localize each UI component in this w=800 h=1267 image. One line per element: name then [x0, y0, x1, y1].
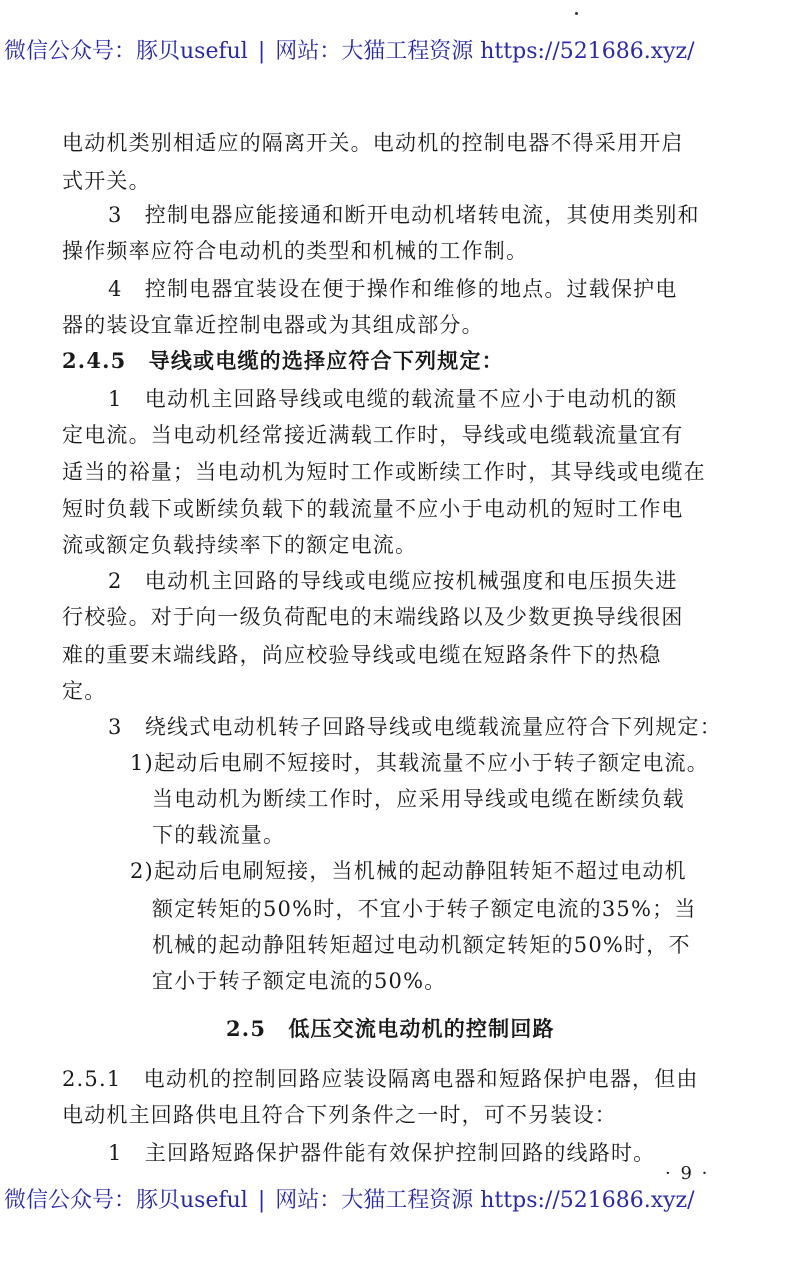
text-line: 3 控制电器应能接通和断开电动机堵转电流，其使用类别和	[108, 203, 700, 227]
text-line: 当电动机为断续工作时，应采用导线或电缆在断续负载	[152, 787, 685, 811]
text-line: 宜小于转子额定电流的50%。	[152, 969, 447, 993]
page-number: · 9 ·	[665, 1163, 710, 1184]
text-line: 1)起动后电刷不短接时，其载流量不应小于转子额定电流。	[130, 751, 709, 775]
text-line: 4 控制电器宜装设在便于操作和维修的地点。过载保护电	[108, 277, 678, 301]
text-line: 3 绕线式电动机转子回路导线或电缆载流量应符合下列规定：	[108, 715, 722, 739]
section-2-5-heading: 2.5 低压交流电动机的控制回路	[226, 1016, 555, 1041]
text-line: 1 主回路短路保护器件能有效保护控制回路的线路时。	[108, 1141, 656, 1165]
text-line: 下的载流量。	[152, 823, 286, 847]
text-line: 电动机类别相适应的隔离开关。电动机的控制电器不得采用开启	[62, 131, 684, 155]
text-line: 机械的起动静阻转矩超过电动机额定转矩的50%时，不	[152, 933, 691, 957]
text-line: 1 电动机主回路导线或电缆的载流量不应小于电动机的额	[108, 387, 678, 411]
text-line: 2 电动机主回路的导线或电缆应按机械强度和电压损失进	[108, 569, 678, 593]
text-line: 适当的裕量；当电动机为短时工作或断续工作时，其导线或电缆在	[62, 460, 706, 484]
watermark-site: 网站：大猫工程资源	[275, 39, 474, 64]
text-line: 式开关。	[62, 169, 151, 193]
watermark-wechat: 微信公众号：豚贝useful	[4, 1188, 248, 1213]
watermark-top	[4, 34, 695, 65]
text-line: 额定转矩的50%时，不宜小于转子额定电流的35%；当	[152, 897, 697, 921]
text-line: 器的装设宜靠近控制电器或为其组成部分。	[62, 313, 484, 337]
text-line: 定。	[62, 679, 107, 703]
text-line: 行校验。对于向一级负荷配电的末端线路以及少数更换导线很困	[62, 605, 684, 629]
text-line: 定电流。当电动机经常接近满载工作时，导线或电缆载流量宜有	[62, 423, 684, 447]
watermark-site: 网站：大猫工程资源	[275, 1188, 474, 1213]
watermark-url: https://521686.xyz/	[480, 1188, 695, 1213]
watermark-separator: |	[257, 1188, 266, 1213]
clause-2-4-5: 2.4.5 导线或电缆的选择应符合下列规定：	[62, 348, 504, 373]
text-line: 操作频率应符合电动机的类型和机械的工作制。	[62, 239, 529, 263]
watermark-url: https://521686.xyz/	[480, 39, 695, 64]
text-line: 流或额定负载持续率下的额定电流。	[62, 533, 418, 557]
watermark-wechat: 微信公众号：豚贝useful	[4, 39, 248, 64]
text-line: 短时负载下或断续负载下的载流量不应小于电动机的短时工作电	[62, 497, 684, 521]
text-line: 电动机主回路供电且符合下列条件之一时，可不另装设：	[62, 1103, 617, 1127]
watermark-separator: |	[257, 39, 266, 64]
clause-2-5-1: 2.5.1 电动机的控制回路应装设隔离电器和短路保护电器，但由	[62, 1067, 699, 1091]
scan-speck	[575, 12, 578, 15]
text-line: 2)起动后电刷短接，当机械的起动静阻转矩不超过电动机	[130, 859, 687, 883]
text-line: 难的重要末端线路，尚应校验导线或电缆在短路条件下的热稳	[62, 643, 662, 667]
watermark-bottom	[4, 1183, 695, 1214]
